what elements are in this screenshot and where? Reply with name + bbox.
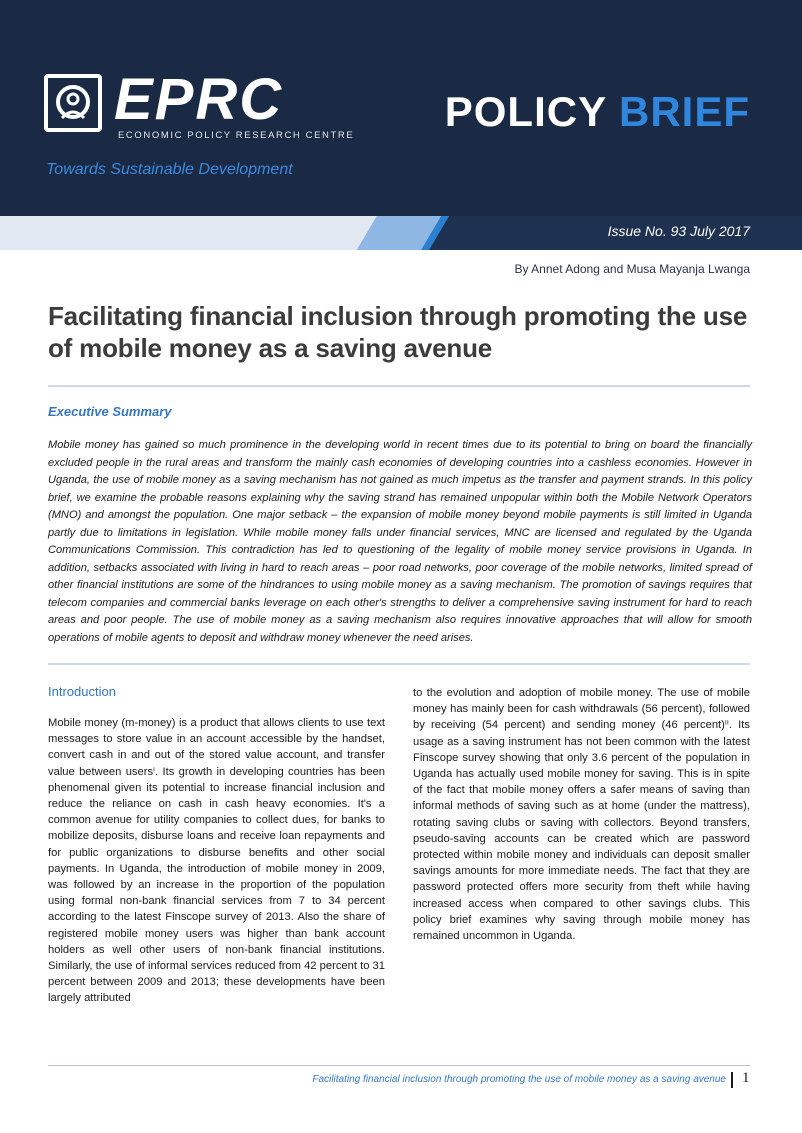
publication-type-policy: POLICY <box>444 88 607 135</box>
footer-separator <box>731 1072 733 1088</box>
footer-divider <box>48 1065 750 1066</box>
introduction-left-column: Mobile money (m-money) is a product that allows clients to use text messages to store value in an account accessible by the handset, convert cash in and out of the stored value account, and transfer value between usersⁱ. Its growth in developing countries has been phenomenal given its potential to increase financial inclusion and reduce the reliance on cash in cash heavy economies. It's a common avenue for utility companies to collect dues, for banks to mobilize deposits, disburse loans and receive loan repayments and for public organizations to disburse benefits and other social payments. In Uganda, the introduction of mobile money in 2009, was followed by an increase in the proportion of the population using formal non-bank financial services from 7 to 34 percent according to the latest Finscope survey of 2013. Also the share of registered mobile money users was higher than bank account holders as well other users of non-bank financial institutions. Similarly, the use of informal services reduced from 42 percent to 31 percent between 2009 and 2013; these developments have been largely attributed <box>48 717 385 1005</box>
divider <box>48 385 750 387</box>
executive-summary-heading: Executive Summary <box>48 404 172 419</box>
brief-title: Facilitating financial inclusion through promoting the use of mobile money as a saving avenue <box>48 301 748 363</box>
page-number: 1 <box>742 1070 750 1086</box>
emblem-graphic <box>48 78 98 128</box>
tagline: Towards Sustainable Development <box>46 161 293 178</box>
publication-type-brief: BRIEF <box>619 88 750 135</box>
issue-label: Issue No. 93 July 2017 <box>607 223 750 239</box>
introduction-heading: Introduction <box>48 684 116 699</box>
introduction-right-column: to the evolution and adoption of mobile money. The use of mobile money has mainly been for cash withdrawals (56 percent), followed by receiving (54 percent) and sending money (46 percent)ⁱⁱ. Its usage as a saving instrument has not been common with the latest Finscope survey showing that only 3.6 percent of the population in Uganda has actually used mobile money for saving. This is in spite of the fact that mobile money offers a safer means of saving than informal methods of saving such as at home (under the mattress), rotating saving clubs or saving with collectors. Beyond transfers, pseudo-saving accounts can be created which are password protected within mobile money and individuals can deposit smaller savings amounts for more immediate needs. The fact that they are password protected offers more security from theft while having increased access when compared to other savings clubs. This policy brief examines why saving through mobile money has remained uncommon in Uganda. <box>413 687 750 943</box>
executive-summary-text: Mobile money has gained so much prominence in the developing world in recent times due to its potential to bring on board the financially excluded people in the rural areas and transform the mainly cash economies of developing countries into a cashless economies. However in Uganda, the use of mobile money as a saving mechanism has not gained as much impetus as the transfer and payment strands. In this policy brief, we examine the probable reasons explaining why the saving strand has remained unpopular within both the Mobile Network Operators (MNO) and amongst the population. One major setback – the expansion of mobile money beyond mobile payments is still limited in Uganda partly due to limitations in legislation. While mobile money falls under financial services, MNC are licensed and regulated by the Uganda Communications Commission. This contradiction has led to questioning of the legality of mobile money service provisions in Uganda. In addition, setbacks associated with living in hard to reach areas – poor road networks, poor coverage of the mobile networks, limited spread of other financial institutions are some of the hindrances to using mobile money as a saving mechanism. The promotion of savings requires that telecom companies and commercial banks leverage on each other's strengths to deliver a comprehensive saving instrument for hard to reach areas and poor people. The use of mobile money as a saving mechanism also requires innovative approaches that will allow for smooth operations of mobile agents to deposit and withdraw money whenever the need arises. <box>48 439 752 644</box>
header-band <box>0 0 802 250</box>
eprc-emblem-icon <box>44 74 102 132</box>
divider <box>48 663 750 665</box>
logo-subtitle: ECONOMIC POLICY RESEARCH CENTRE <box>118 130 355 141</box>
footer-running-title: Facilitating financial inclusion through promoting the use of mobile money as a saving avenue <box>312 1074 726 1085</box>
logo-wordmark: EPRC <box>114 67 284 132</box>
publication-type <box>445 88 750 136</box>
authors-byline: By Annet Adong and Musa Mayanja Lwanga <box>514 262 750 276</box>
